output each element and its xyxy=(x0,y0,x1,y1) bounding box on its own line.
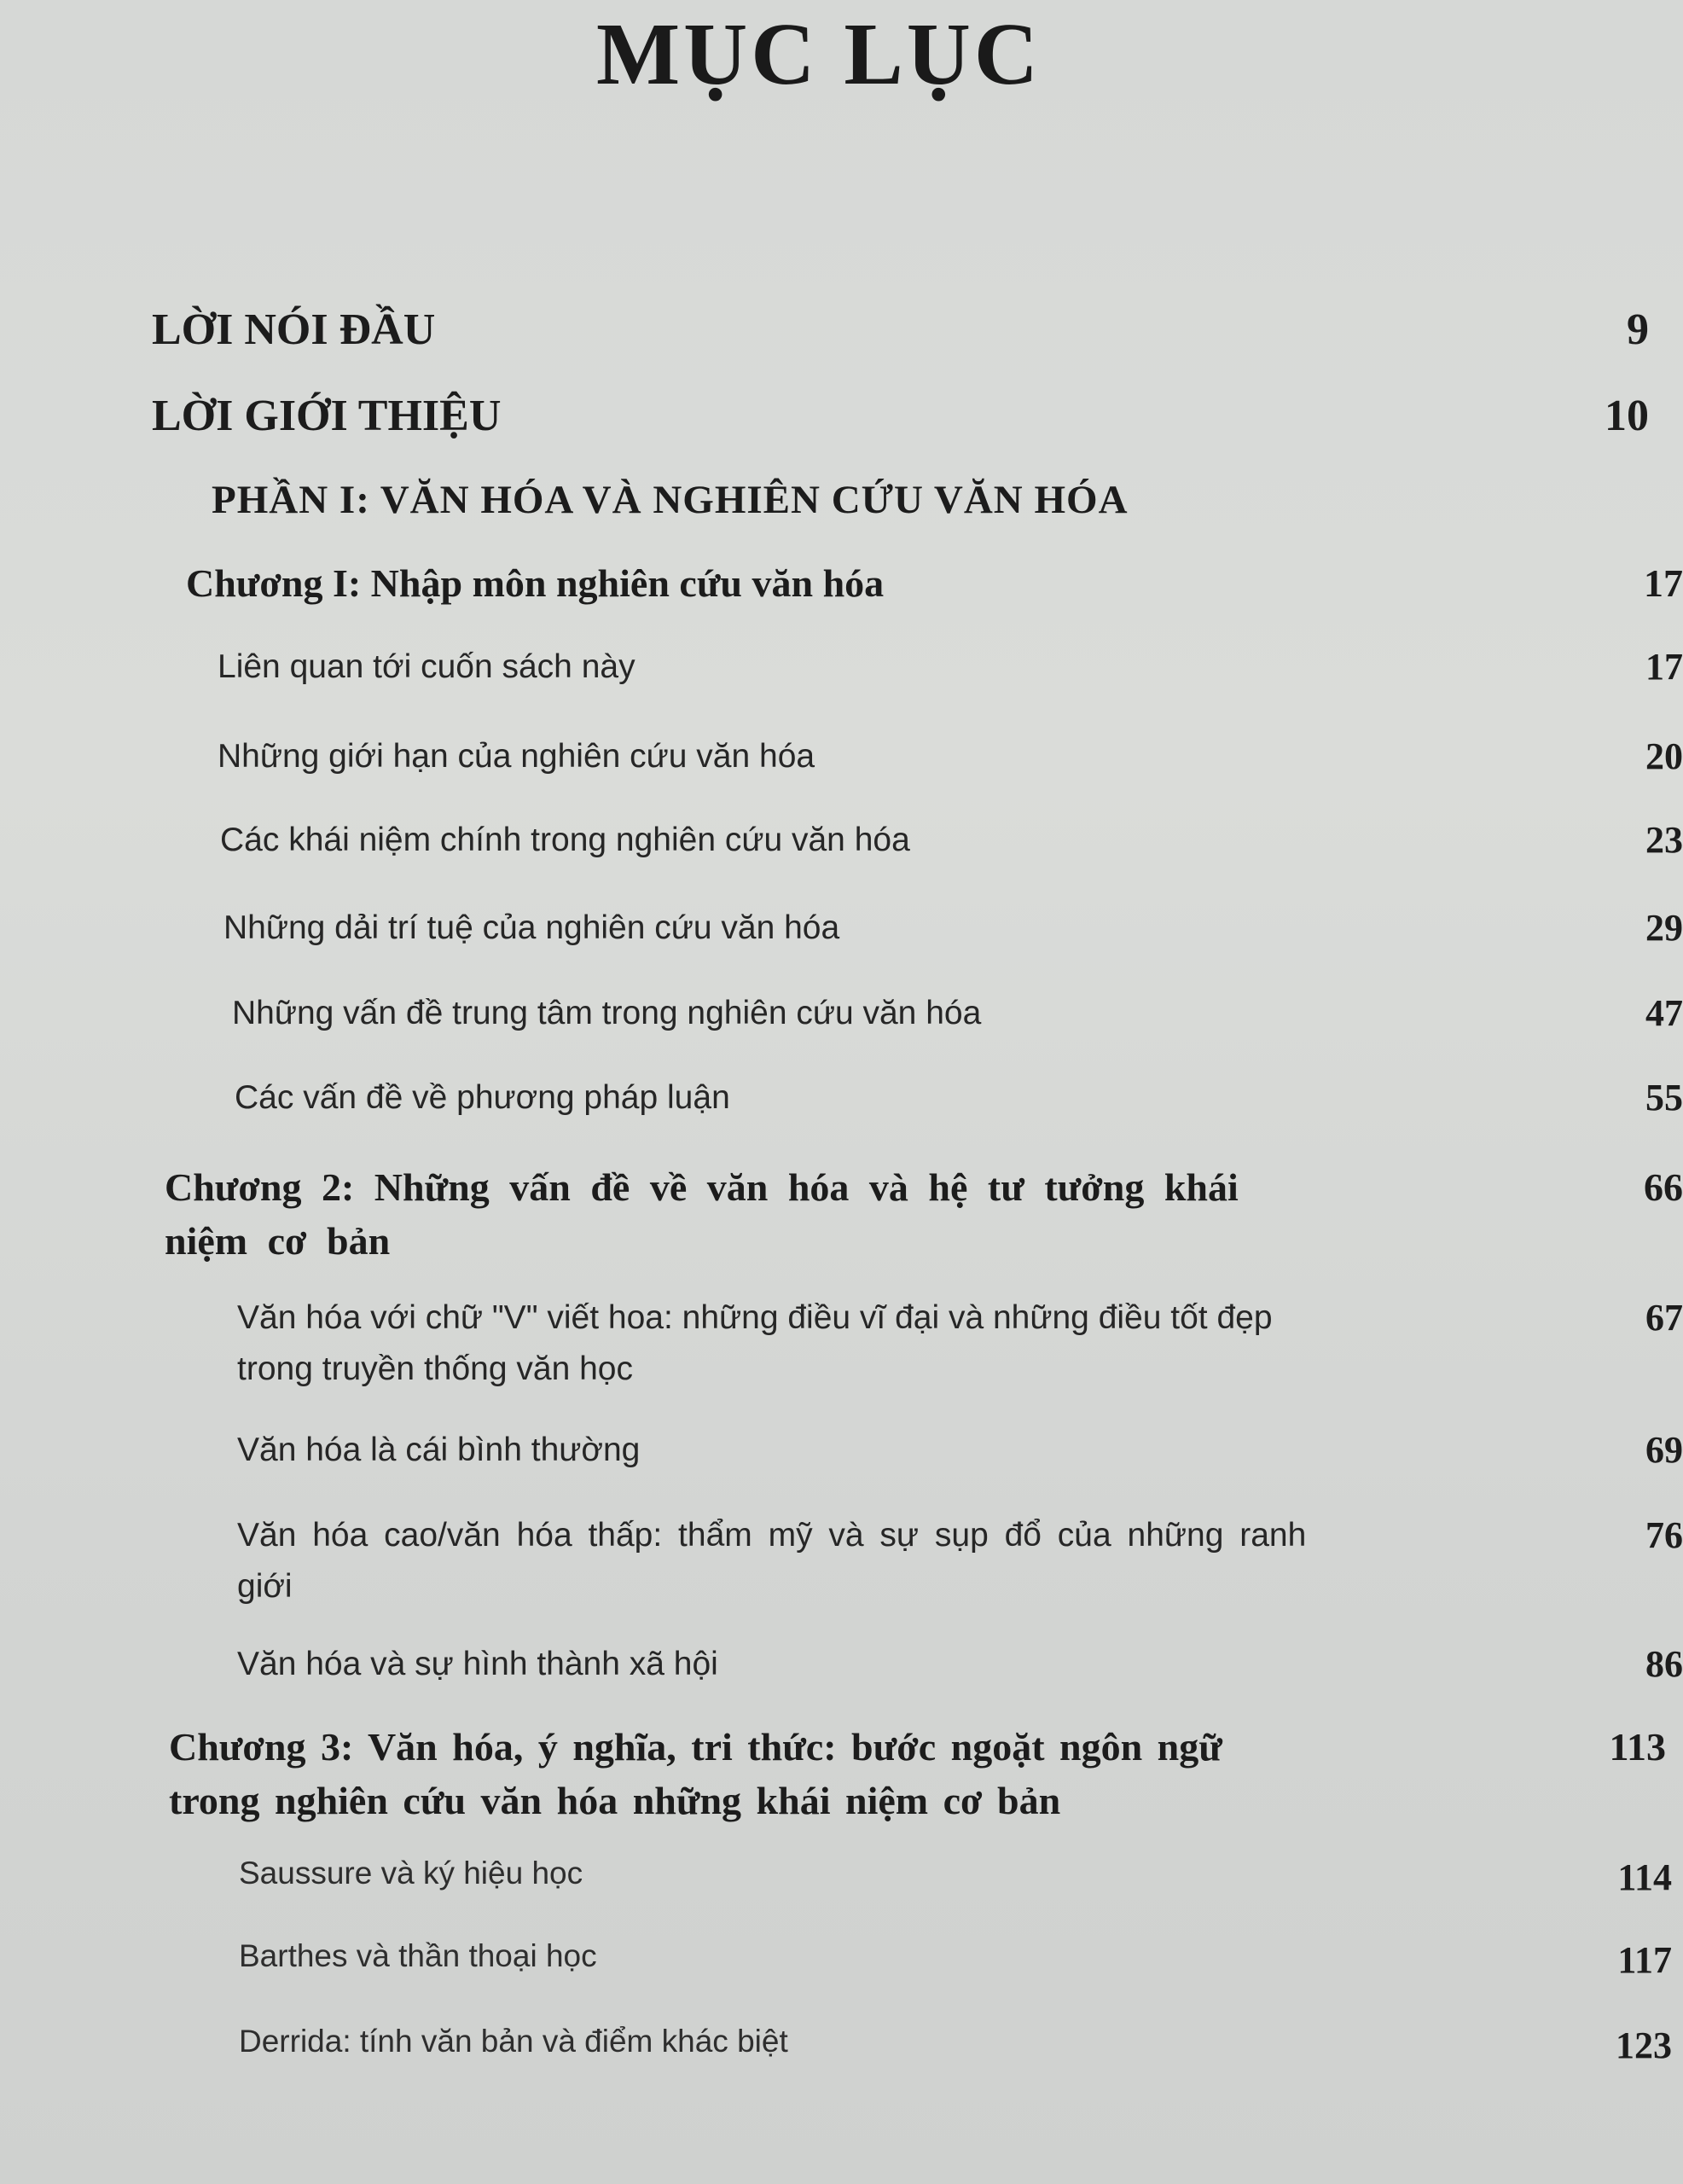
toc-entry-label: Chương 3: Văn hóa, ý nghĩa, tri thức: bước ngoặt ngôn ngữ trong nghiên cứu văn hóa những khái niệm cơ bản xyxy=(169,1725,1222,1822)
toc-entry-label: Derrida: tính văn bản và điểm khác biệt xyxy=(239,2024,788,2059)
toc-entry-label: Chương I: Nhập môn nghiên cứu văn hóa xyxy=(186,561,885,605)
toc-page-number: 23 xyxy=(1645,819,1683,861)
toc-page-number: 17 xyxy=(1645,646,1683,688)
toc-page-number: 69 xyxy=(1645,1429,1683,1471)
toc-entry-label: Những vấn đề trung tâm trong nghiên cứu văn hóa xyxy=(232,995,982,1031)
toc-entry-label: Văn hóa với chữ "V" viết hoa: những điều vĩ đại và những điều tốt đẹp trong truyền thống văn học xyxy=(237,1299,1273,1387)
toc-entry-label: Liên quan tới cuốn sách này xyxy=(218,648,635,685)
toc-page-number: 17 xyxy=(1644,561,1683,605)
toc-entry-label: Văn hóa và sự hình thành xã hội xyxy=(237,1646,718,1682)
toc-page-number: 86 xyxy=(1645,1643,1683,1685)
toc-entry-label: PHẦN I: VĂN HÓA VÀ NGHIÊN CỨU VĂN HÓA xyxy=(212,478,1129,522)
toc-entry-label: LỜI NÓI ĐẦU xyxy=(152,305,436,354)
toc-page-number: 10 xyxy=(1605,392,1649,440)
toc-page-number: 123 xyxy=(1616,2024,1672,2066)
toc-entry-label: Barthes và thần thoại học xyxy=(239,1938,597,1973)
toc-entry-label: Văn hóa là cái bình thường xyxy=(237,1432,641,1468)
toc-entry-label: Saussure và ký hiệu học xyxy=(239,1856,583,1891)
toc-page-number: 114 xyxy=(1617,1856,1672,1898)
toc-entry-label: Những dải trí tuệ của nghiên cứu văn hóa xyxy=(223,909,840,946)
toc-page-number: 29 xyxy=(1645,907,1683,949)
toc-page-number: 66 xyxy=(1644,1165,1683,1209)
toc-entry-label: Các vấn đề về phương pháp luận xyxy=(235,1079,730,1116)
toc-page-number: 20 xyxy=(1645,735,1683,777)
page-title: MỤC LỤC xyxy=(596,5,1042,103)
toc-entry-label: Văn hóa cao/văn hóa thấp: thẩm mỹ và sự sụp đổ của những ranh giới xyxy=(237,1517,1307,1605)
toc-page-number: 9 xyxy=(1627,305,1649,354)
toc-entry-label: Chương 2: Những vấn đề về văn hóa và hệ tư tưởng khái niệm cơ bản xyxy=(165,1165,1239,1263)
toc-entry-label: Các khái niệm chính trong nghiên cứu văn hóa xyxy=(220,822,910,858)
toc-page-number: 55 xyxy=(1645,1077,1683,1118)
toc-page-number: 76 xyxy=(1645,1514,1683,1556)
toc-entry-label: Những giới hạn của nghiên cứu văn hóa xyxy=(218,738,815,775)
toc-page-number: 67 xyxy=(1645,1297,1683,1339)
toc-page-number: 117 xyxy=(1617,1939,1672,1981)
toc-page-number: 113 xyxy=(1609,1725,1666,1769)
toc-entry-label: LỜI GIỚI THIỆU xyxy=(152,392,502,440)
toc-page-number: 47 xyxy=(1645,992,1683,1034)
